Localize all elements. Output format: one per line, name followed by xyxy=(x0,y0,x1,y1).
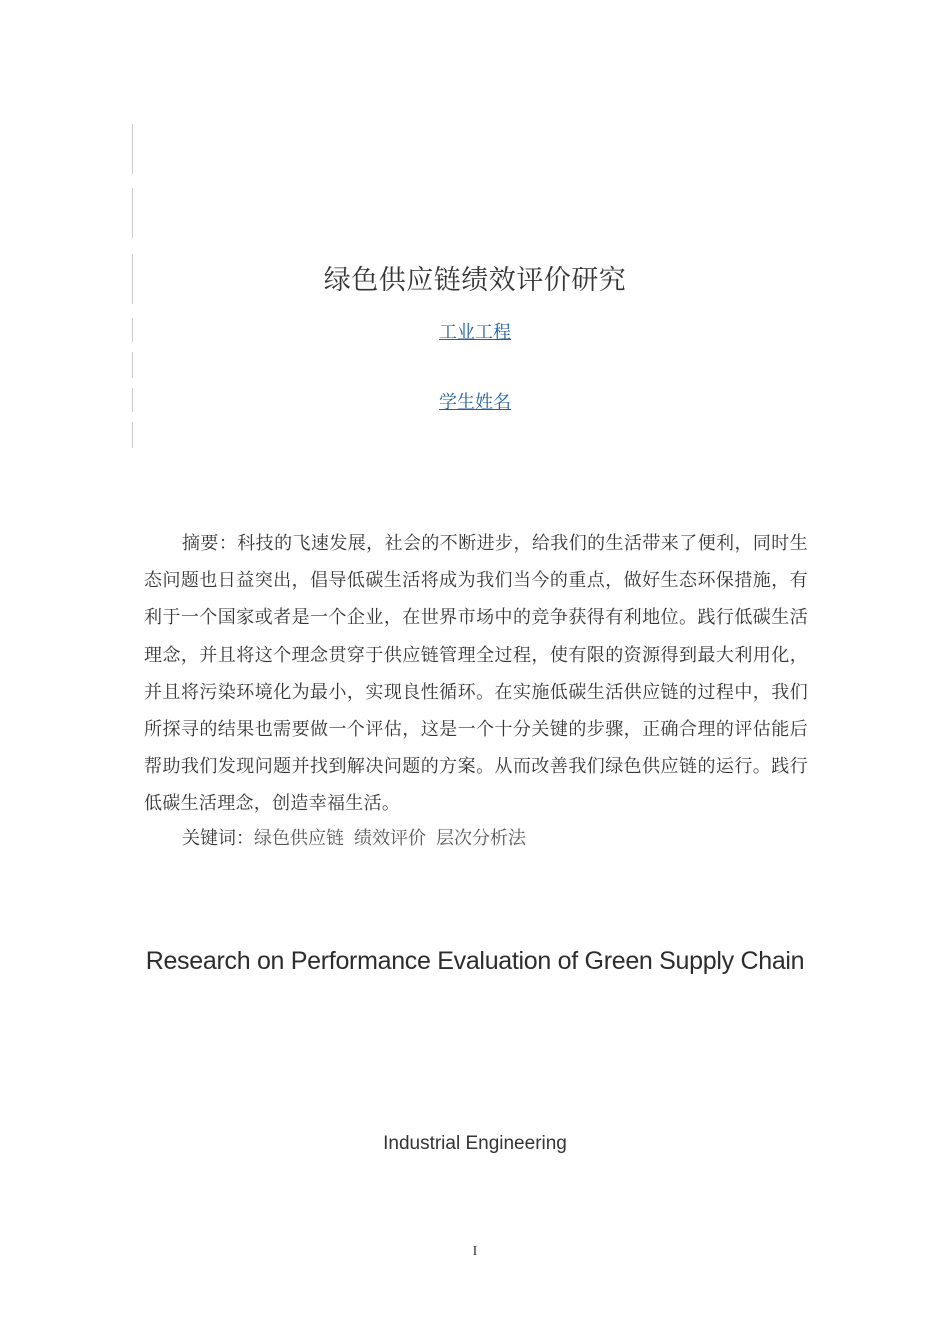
student-name-text: 学生姓名 xyxy=(439,392,511,413)
student-name-link[interactable] xyxy=(0,388,950,414)
page-number: I xyxy=(472,1244,478,1259)
document-title-en: Research on Performance Evaluation of Green Supply Chain xyxy=(145,947,805,975)
keyword-item: 绿色供应链 xyxy=(254,828,344,849)
major-en: Industrial Engineering xyxy=(383,1133,567,1154)
margin-mark xyxy=(132,422,133,448)
document-title-cn: 绿色供应链绩效评价研究 xyxy=(323,265,627,296)
keywords-line xyxy=(182,824,536,850)
keyword-item: 绩效评价 xyxy=(354,828,426,849)
margin-mark xyxy=(132,352,133,378)
margin-mark xyxy=(132,188,133,238)
major-cn-link[interactable] xyxy=(0,318,950,344)
margin-mark xyxy=(132,124,133,174)
abstract-paragraph: 摘要：科技的飞速发展，社会的不断进步，给我们的生活带来了便利，同时生态问题也日益突出，倡导低碳生活将成为我们当今的重点，做好生态环保措施，有利于一个国家或者是一个企业，在世界市场中的竞争获得有利地位。践行低碳生活理念，并且将这个理念贯穿于供应链管理全过程，使有限的资源得到最大利用化，并且将污染环境化为最小，实现良性循环。在实施低碳生活供应链的过程中，我们所探寻的结果也需要做一个评估，这是一个十分关键的步骤，正确合理的评估能后帮助我们发现问题并找到解决问题的方案。从而改善我们绿色供应链的运行。践行低碳生活理念，创造幸福生活。 xyxy=(144,533,808,815)
major-cn-text: 工业工程 xyxy=(439,322,511,343)
keyword-item: 层次分析法 xyxy=(436,828,526,849)
keywords-label: 关键词： xyxy=(182,828,254,849)
